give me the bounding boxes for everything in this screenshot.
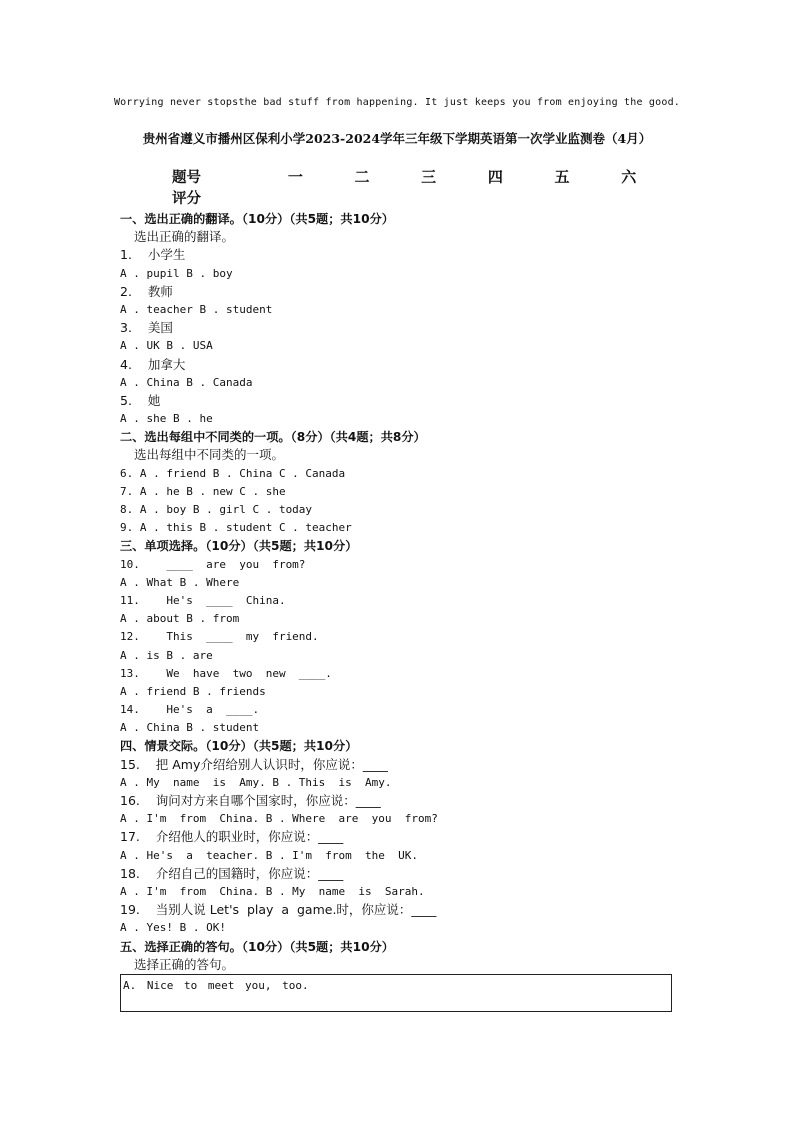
question-text: 4. 加拿大 bbox=[120, 356, 186, 372]
question-options: A . is B . are bbox=[120, 648, 213, 662]
score-label-num: 题号 bbox=[172, 170, 201, 186]
question-options: A . China B . Canada bbox=[120, 375, 253, 389]
score-row-numbers bbox=[172, 166, 662, 187]
exam-title: 贵州省遵义市播州区保利小学2023-2024学年三年级下学期英语第一次学业监测卷（4月） bbox=[142, 131, 652, 146]
question-options: A . My name is Amy. B . This is Amy. bbox=[120, 775, 392, 789]
question-text: 15. 把 Amy介绍给别人认识时，你应说：____ bbox=[120, 756, 388, 772]
score-row-scores bbox=[172, 187, 662, 208]
question-text: 12. This ____ my friend. bbox=[120, 630, 319, 644]
question-options: A . I'm from China. B . Where are you from? bbox=[120, 812, 438, 826]
score-label-score: 评分 bbox=[172, 191, 201, 207]
section-heading: 五、选择正确的答句。（10分）（共5题；共10分） bbox=[120, 939, 394, 954]
question-text: 11. He's ____ China. bbox=[120, 593, 286, 607]
question-text: 2. 教师 bbox=[120, 283, 173, 299]
question-options: A . about B . from bbox=[120, 612, 240, 626]
question-text: 17. 介绍他人的职业时，你应说：____ bbox=[120, 829, 344, 845]
question-options: A . He's a teacher. B . I'm from the UK. bbox=[120, 848, 419, 862]
section-instruction: 选出正确的翻译。 bbox=[134, 229, 235, 245]
section-heading: 一、选出正确的翻译。（10分）（共5题；共10分） bbox=[120, 212, 394, 226]
exam-content bbox=[120, 210, 680, 974]
question-item: 6. A . friend B . China C . Canada bbox=[120, 466, 346, 480]
answer-box-text: A. Nice to meet you, too. bbox=[123, 979, 309, 992]
question-options: A . teacher B . student bbox=[120, 302, 273, 316]
question-item: 7. A . he B . new C . she bbox=[120, 484, 286, 498]
question-item: 8. A . boy B . girl C . today bbox=[120, 503, 313, 516]
question-text: 16. 询问对方来自哪个国家时，你应说：____ bbox=[120, 793, 381, 808]
score-table bbox=[172, 166, 662, 208]
section-heading: 三、单项选择。（10分）（共5题；共10分） bbox=[120, 539, 358, 554]
question-text: 18. 介绍自己的国籍时，你应说：____ bbox=[120, 865, 344, 881]
section-instruction: 选择正确的答句。 bbox=[134, 956, 235, 972]
section-instruction: 选出每组中不同类的一项。 bbox=[134, 447, 285, 463]
question-text: 14. He's a ____. bbox=[120, 703, 260, 717]
question-options: A . Yes! B . OK! bbox=[120, 921, 226, 935]
question-text: 3. 美国 bbox=[120, 320, 173, 336]
question-options: A . she B . he bbox=[120, 412, 213, 426]
score-col-1: 一 bbox=[287, 168, 303, 186]
question-text: 10. ____ are you from? bbox=[120, 557, 306, 571]
question-text: 1. 小学生 bbox=[120, 247, 186, 263]
question-text: 19. 当别人说 Let's play a game.时，你应说：____ bbox=[120, 902, 437, 918]
section-heading: 二、选出每组中不同类的一项。（8分）（共4题；共8分） bbox=[120, 430, 426, 445]
question-options: A . pupil B . boy bbox=[120, 266, 233, 280]
score-col-5: 五 bbox=[554, 168, 570, 186]
question-options: A . UK B . USA bbox=[120, 339, 213, 353]
question-text: 5. 她 bbox=[120, 392, 161, 408]
page-quote: Worrying never stopsthe bad stuff from happening. It just keeps you from enjoying the good. bbox=[113, 97, 681, 108]
question-options: A . I'm from China. B . My name is Sarah. bbox=[120, 884, 425, 898]
question-options: A . China B . student bbox=[120, 721, 260, 735]
question-options: A . friend B . friends bbox=[120, 684, 266, 698]
score-col-4: 四 bbox=[487, 168, 503, 186]
question-text: 13. We have two new ____. bbox=[120, 666, 332, 680]
score-col-2: 二 bbox=[354, 168, 370, 186]
section-heading: 四、情景交际。（10分）（共5题；共10分） bbox=[120, 739, 358, 754]
answer-box bbox=[120, 974, 672, 1012]
score-col-3: 三 bbox=[421, 168, 437, 186]
question-options: A . What B . Where bbox=[120, 575, 240, 589]
score-col-6: 六 bbox=[621, 168, 637, 186]
question-item: 9. A . this B . student C . teacher bbox=[120, 521, 352, 535]
